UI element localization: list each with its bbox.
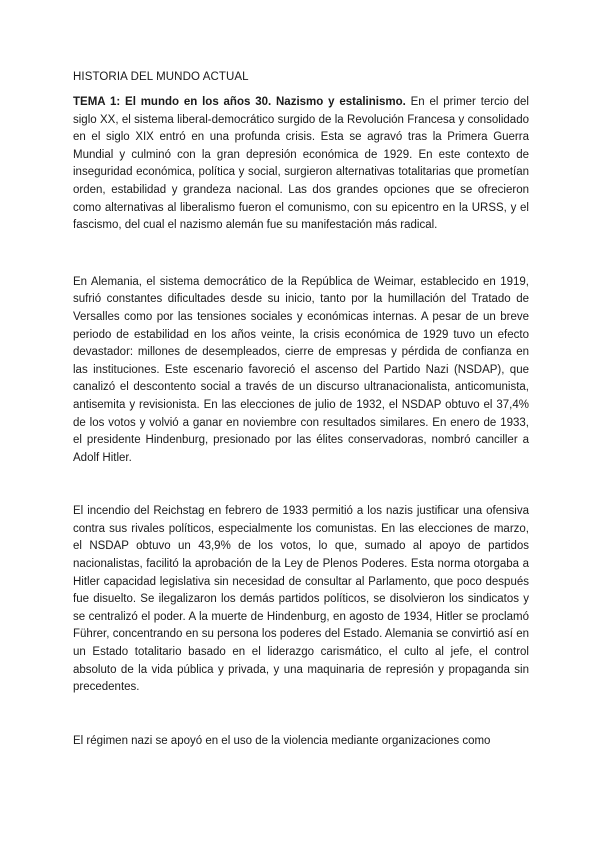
paragraph-reichstag: El incendio del Reichstag en febrero de 1933 permitió a los nazis justificar una ofensiva contra sus rivales políticos, especialmente los comunistas. En las elecciones de marzo, el NSDAP obtuvo un 43,9% de los votos, lo que, sumado al apoyo de partidos nacionalistas, facilitó la aprobación de la Ley de Plenos Poderes. Esta norma otorgaba a Hitler capacidad legislativa sin necesidad de consultar al Parlamento, que poco después fue disuelto. Se ilegalizaron los demás partidos políticos, se disolvieron los sindicatos y se centralizó el poder. A la muerte de Hindenburg, en agosto de 1934, Hitler se proclamó Führer, concentrando en su persona los poderes del Estado. Alemania se convirtió así en un Estado totalitario basado en el liderazgo carismático, el culto al jefe, el control absoluto de la vida pública y privada, y una maquinaria de represión y propaganda sin precedentes. bbox=[73, 505, 529, 694]
paragraph-regime: El régimen nazi se apoyó en el uso de la violencia mediante organizaciones como bbox=[73, 734, 491, 747]
document-title: HISTORIA DEL MUNDO ACTUAL bbox=[73, 71, 249, 83]
paragraph-weimar: En Alemania, el sistema democrático de la República de Weimar, establecido en 1919, sufrió constantes dificultades desde su inicio, tanto por la humillación del Tratado de Versalles como por las tensiones sociales y económicas internas. A pesar de un breve periodo de estabilidad en los años veinte, la crisis económica de 1929 tuvo un efecto devastador: millones de desempleados, cierre de empresas y pérdida de confianza en las instituciones. Este escenario favoreció el ascenso del Partido Nazi (NSDAP), que canalizó el descontento social a través de un discurso ultranacionalista, anticomunista, antisemita y revisionista. En las elecciones de julio de 1932, el NSDAP obtuvo el 37,4% de los votos y volvió a ganar en noviembre con resultados similares. En enero de 1933, el presidente Hindenburg, presionado por las élites conservadoras, nombró canciller a Adolf Hitler. bbox=[73, 275, 529, 464]
paragraph-intro bbox=[73, 94, 529, 235]
paragraph-intro-text: En el primer tercio del siglo XX, el sistema liberal-democrático surgido de la Revolución Francesa y consolidado en el siglo XIX entró en una profunda crisis. Esta se agravó tras la Primera Guerra Mundial y culminó con la gran depresión económica de 1929. En este contexto de inseguridad económica, política y social, surgieron alternativas totalitarias que prometían orden, estabilidad y grandeza nacional. Las dos grandes opciones que se ofrecieron como alternativas al liberalismo fueron el comunismo, con su epicentro en la URSS, y el fascismo, del cual el nazismo alemán fue su manifestación más radical. bbox=[73, 96, 529, 232]
section-heading: TEMA 1: El mundo en los años 30. Nazismo y estalinismo. bbox=[73, 96, 406, 108]
document-body bbox=[73, 69, 529, 750]
